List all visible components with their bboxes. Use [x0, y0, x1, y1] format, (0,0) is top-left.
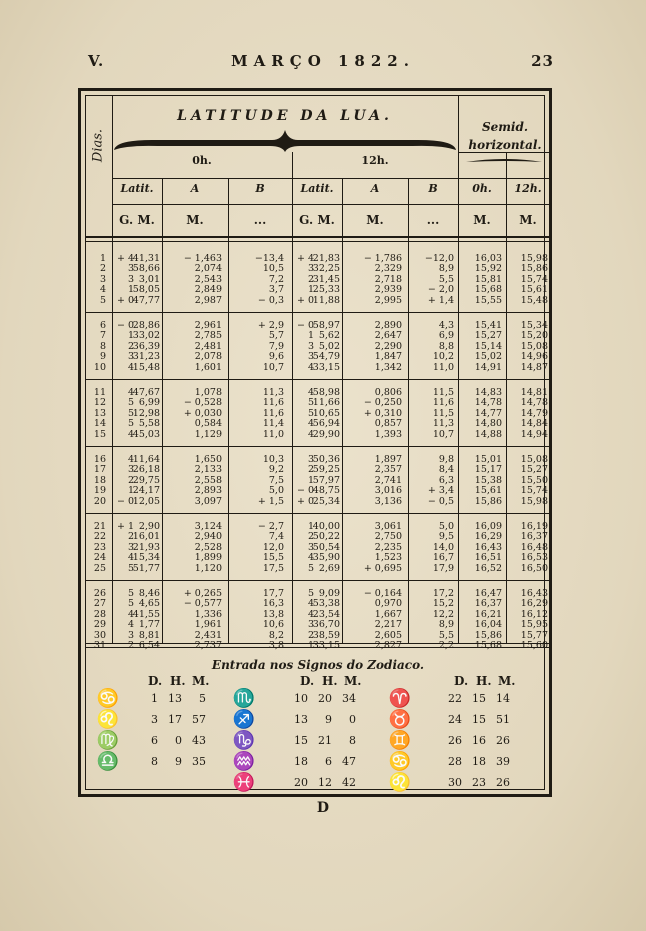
cell-s0: 16,03 15,92 15,81 15,68 15,55 [474, 253, 502, 306]
semid-horizontal-title: Semid. horizontal. [468, 120, 542, 152]
cell-days: 16 17 18 19 20 [93, 454, 106, 507]
zodiac-value-d: 20 [294, 776, 308, 789]
cell-g1: 4 3 3 1 0 [127, 253, 134, 306]
zodiac-value-m: 47 [342, 755, 356, 768]
zodiac-sign-icon: ♒ [232, 751, 256, 772]
cell-a1: + 0,265 − 0,577 1,336 1,961 2,431 2,737 [183, 588, 222, 652]
signature-mark: D [316, 800, 330, 816]
zodiac-value-h: 17 [168, 713, 182, 726]
cell-a2: − 0,164 0,970 1,667 2,217 2,605 2,827 [363, 588, 402, 652]
cell-b1: 11,3 11,6 11,6 11,4 11,0 [262, 387, 284, 440]
day-group [86, 581, 550, 652]
cell-sign2: + + [297, 253, 305, 306]
hour-12-label: 12h. [361, 154, 389, 167]
zodiac-head: H. [322, 674, 338, 688]
unit-latit-12: G. M. [299, 213, 335, 227]
cell-s12: 16,19 16,37 16,48 16,53 16,50 [520, 521, 548, 574]
cell-a2: 0,806 − 0,250 + 0,310 0,857 1,393 [363, 387, 402, 440]
cell-days: 26 27 28 29 30 31 [93, 588, 106, 652]
cell-a2: 2,890 2,647 2,290 1,847 1,342 [374, 320, 402, 373]
cell-b1: −13,4 10,5 7,2 3,7 − 0,3 [254, 253, 284, 306]
cell-g2: 0 1 3 3 4 [307, 320, 314, 373]
zodiac-value-d: 30 [448, 776, 462, 789]
cell-m2: 58,98 11,66 10,65 56,94 29,90 [312, 387, 340, 440]
zodiac-sign-icon: ♊ [388, 730, 412, 751]
page-header-left: V. [88, 52, 105, 70]
table-body [86, 246, 550, 652]
zodiac-sign-icon: ♓ [232, 772, 256, 793]
zodiac-value-d: 26 [448, 734, 462, 747]
cell-b1: 10,3 9,2 7,5 5,0 + 1,5 [257, 454, 284, 507]
cell-s12: 15,08 15,27 15,50 15,74 15,98 [520, 454, 548, 507]
unit-semid-0: M. [473, 213, 491, 227]
cell-b1: − 2,7 7,4 12,0 15,5 17,5 [257, 521, 284, 574]
cell-sign2: − [297, 320, 305, 331]
zodiac-head: H. [170, 674, 186, 688]
zodiac-sign-icon: ♌ [96, 709, 120, 730]
cell-g1: 4 3 2 1 0 [127, 454, 134, 507]
zodiac-value-m: 0 [349, 713, 356, 726]
cell-sign1: + [117, 521, 125, 532]
zodiac-value-d: 10 [294, 692, 308, 705]
cell-g1: 1 2 3 4 5 [127, 521, 134, 574]
cell-m2: 50,36 59,25 57,97 48,75 25,34 [312, 454, 340, 507]
cell-a2: − 1,786 2,329 2,718 2,939 2,995 [363, 253, 402, 306]
zodiac-value-m: 42 [342, 776, 356, 789]
day-group [86, 246, 550, 313]
col-latit-0: Latit. [120, 182, 154, 195]
cell-m1: 47,67 6,99 12,98 5,58 45,03 [132, 387, 160, 440]
zodiac-value-d: 13 [294, 713, 308, 726]
zodiac-value-m: 35 [192, 755, 206, 768]
zodiac-value-h: 13 [168, 692, 182, 705]
cell-s0: 15,41 15,27 15,14 15,02 14,91 [474, 320, 502, 373]
cell-b2: 17,2 15,2 12,2 8,9 5,5 2,2 [432, 588, 454, 652]
day-group [86, 380, 550, 447]
zodiac-value-m: 5 [199, 692, 206, 705]
day-group [86, 447, 550, 514]
cell-a2: 1,897 2,357 2,741 3,016 3,136 [374, 454, 402, 507]
zodiac-value-h: 6 [325, 755, 332, 768]
cell-m1: 28,86 33,02 36,39 31,23 15,48 [132, 320, 160, 373]
semid-rule-decoration [466, 156, 542, 166]
cell-m1: 2,90 16,01 21,93 15,34 51,77 [132, 521, 160, 574]
cell-s12: 14,81 14,78 14,79 14,84 14,94 [520, 387, 548, 440]
zodiac-value-m: 43 [192, 734, 206, 747]
zodiac-value-h: 9 [175, 755, 182, 768]
cell-s0: 14,83 14,78 14,77 14,80 14,88 [474, 387, 502, 440]
cell-days: 1 2 3 4 5 [99, 253, 106, 306]
page-header-title: MARÇO 1822. [231, 52, 415, 70]
zodiac-value-m: 57 [192, 713, 206, 726]
zodiac-head: M. [344, 674, 362, 688]
col-a-12: A [370, 182, 380, 195]
zodiac-head: D. [454, 674, 469, 688]
cell-g2: 4 5 5 4 4 [307, 387, 314, 440]
cell-g1: 0 1 2 3 4 [127, 320, 134, 373]
col-a-0: A [190, 182, 200, 195]
hour-0-label: 0h. [192, 154, 212, 167]
unit-b-0: ... [253, 213, 267, 227]
zodiac-value-m: 39 [496, 755, 510, 768]
table-frame [78, 88, 552, 797]
cell-b1: 17,7 16,3 13,8 10,6 8,2 3,8 [262, 588, 284, 652]
zodiac-value-h: 21 [318, 734, 332, 747]
zodiac-sign-icon: ♈ [388, 688, 412, 709]
col-semid-12: 12h. [514, 182, 542, 195]
zodiac-value-h: 9 [325, 713, 332, 726]
cell-b2: 5,0 9,5 14,0 16,7 17,9 [432, 521, 454, 574]
cell-s0: 16,47 16,37 16,21 16,04 15,86 15,68 [474, 588, 502, 652]
col-semid-0: 0h. [472, 182, 492, 195]
zodiac-value-d: 24 [448, 713, 462, 726]
cell-g2: 4 3 2 1 0 [307, 253, 314, 306]
cell-a1: 1,078 − 0,528 + 0,030 0,584 1,129 [183, 387, 222, 440]
cell-sign1: − [117, 320, 125, 331]
zodiac-head: H. [476, 674, 492, 688]
cell-m2: 58,97 5,62 5,02 54,79 33,15 [312, 320, 340, 373]
unit-a-12: M. [366, 213, 384, 227]
zodiac-value-d: 3 [151, 713, 158, 726]
unit-latit-0: G. M. [119, 213, 155, 227]
cell-b2: 11,5 11,6 11,5 11,3 10,7 [432, 387, 454, 440]
cell-a1: 1,650 2,133 2,558 2,893 3,097 [194, 454, 222, 507]
zodiac-value-d: 28 [448, 755, 462, 768]
zodiac-value-h: 23 [472, 776, 486, 789]
zodiac-value-h: 15 [472, 692, 486, 705]
zodiac-value-m: 51 [496, 713, 510, 726]
cell-b2: −12,0 8,9 5,5 − 2,0 + 1,4 [424, 253, 454, 306]
dias-column-label: Dias. [90, 128, 106, 163]
col-b-0: B [255, 182, 265, 195]
col-latit-12: Latit. [300, 182, 334, 195]
cell-days: 21 22 23 24 25 [93, 521, 106, 574]
zodiac-title: Entrada nos Signos do Zodiaco. [211, 658, 425, 672]
day-group [86, 514, 550, 581]
zodiac-value-h: 0 [175, 734, 182, 747]
zodiac-sign-icon: ♉ [388, 709, 412, 730]
zodiac-value-d: 6 [151, 734, 158, 747]
zodiac-value-m: 26 [496, 776, 510, 789]
zodiac-head: M. [498, 674, 516, 688]
brace-decoration [112, 128, 458, 154]
cell-g2: 1 2 3 4 5 [307, 521, 314, 574]
zodiac-value-h: 20 [318, 692, 332, 705]
zodiac-head: D. [148, 674, 163, 688]
cell-m1: 41,31 58,66 3,01 58,05 47,77 [132, 253, 160, 306]
unit-a-0: M. [186, 213, 204, 227]
cell-days: 11 12 13 14 15 [93, 387, 106, 440]
cell-m2: 21,83 32,25 31,45 25,33 11,88 [312, 253, 340, 306]
unit-semid-12: M. [519, 213, 537, 227]
zodiac-value-d: 8 [151, 755, 158, 768]
latitude-title: LATITUDE DA LUA. [177, 108, 393, 124]
cell-s0: 16,09 16,29 16,43 16,51 16,52 [474, 521, 502, 574]
zodiac-sign-icon: ♑ [232, 730, 256, 751]
cell-days: 6 7 8 9 10 [93, 320, 106, 373]
cell-s12: 15,34 15,20 15,08 14,96 14,87 [520, 320, 548, 373]
cell-g1: 5 5 4 4 3 2 [127, 588, 134, 652]
cell-b1: + 2,9 5,7 7,9 9,6 10,7 [257, 320, 284, 373]
zodiac-sign-icon: ♎ [96, 751, 120, 772]
zodiac-value-h: 16 [472, 734, 486, 747]
zodiac-sign-icon: ♋ [96, 688, 120, 709]
cell-sign2: − + [297, 485, 305, 507]
cell-sign1: + + [117, 253, 125, 306]
zodiac-value-m: 14 [496, 692, 510, 705]
day-group [86, 313, 550, 380]
cell-g1: 4 5 5 5 4 [127, 387, 134, 440]
table-inner [85, 95, 548, 793]
col-b-12: B [428, 182, 438, 195]
zodiac-head: M. [192, 674, 210, 688]
zodiac-sign-icon: ♏ [232, 688, 256, 709]
cell-m1: 11,64 26,18 29,75 24,17 12,05 [132, 454, 160, 507]
cell-g2: 3 2 1 0 0 [307, 454, 314, 507]
cell-s12: 16,43 16,29 16,12 15,95 15,77 15,60 [520, 588, 548, 652]
cell-a1: 3,124 2,940 2,528 1,899 1,120 [194, 521, 222, 574]
zodiac-value-h: 18 [472, 755, 486, 768]
zodiac-value-d: 1 [151, 692, 158, 705]
zodiac-value-h: 15 [472, 713, 486, 726]
cell-sign1: − [117, 495, 125, 507]
zodiac-sign-icon: ♍ [96, 730, 120, 751]
zodiac-value-d: 22 [448, 692, 462, 705]
zodiac-value-m: 34 [342, 692, 356, 705]
cell-m2: 9,09 53,38 23,54 36,70 38,59 33,15 [312, 588, 340, 652]
zodiac-sign-icon: ♐ [232, 709, 256, 730]
zodiac-sign-icon: ♌ [388, 772, 412, 793]
cell-a2: 3,061 2,750 2,235 1,523 + 0,695 [363, 521, 402, 574]
zodiac-value-d: 15 [294, 734, 308, 747]
unit-b-12: ... [426, 213, 440, 227]
cell-b2: 4,3 6,9 8,8 10,2 11,0 [432, 320, 454, 373]
cell-m2: 40,00 50,22 50,54 35,90 2,69 [312, 521, 340, 574]
zodiac-value-h: 12 [318, 776, 332, 789]
cell-m1: 8,46 4,65 41,55 1,77 8,81 6,54 [132, 588, 160, 652]
zodiac-head: D. [300, 674, 315, 688]
cell-a1: 2,961 2,785 2,481 2,078 1,601 [194, 320, 222, 373]
cell-s0: 15,01 15,17 15,38 15,61 15,86 [474, 454, 502, 507]
zodiac-value-m: 8 [349, 734, 356, 747]
page-number: 23 [531, 52, 554, 70]
cell-g2: 5 4 4 3 2 1 [307, 588, 314, 652]
zodiac-value-d: 18 [294, 755, 308, 768]
cell-s12: 15,98 15,86 15,74 15,61 15,48 [520, 253, 548, 306]
cell-a1: − 1,463 2,074 2,543 2,849 2,987 [183, 253, 222, 306]
zodiac-sign-icon: ♋ [388, 751, 412, 772]
cell-b2: 9,8 8,4 6,3 + 3,4 − 0,5 [427, 454, 454, 507]
zodiac-value-m: 26 [496, 734, 510, 747]
